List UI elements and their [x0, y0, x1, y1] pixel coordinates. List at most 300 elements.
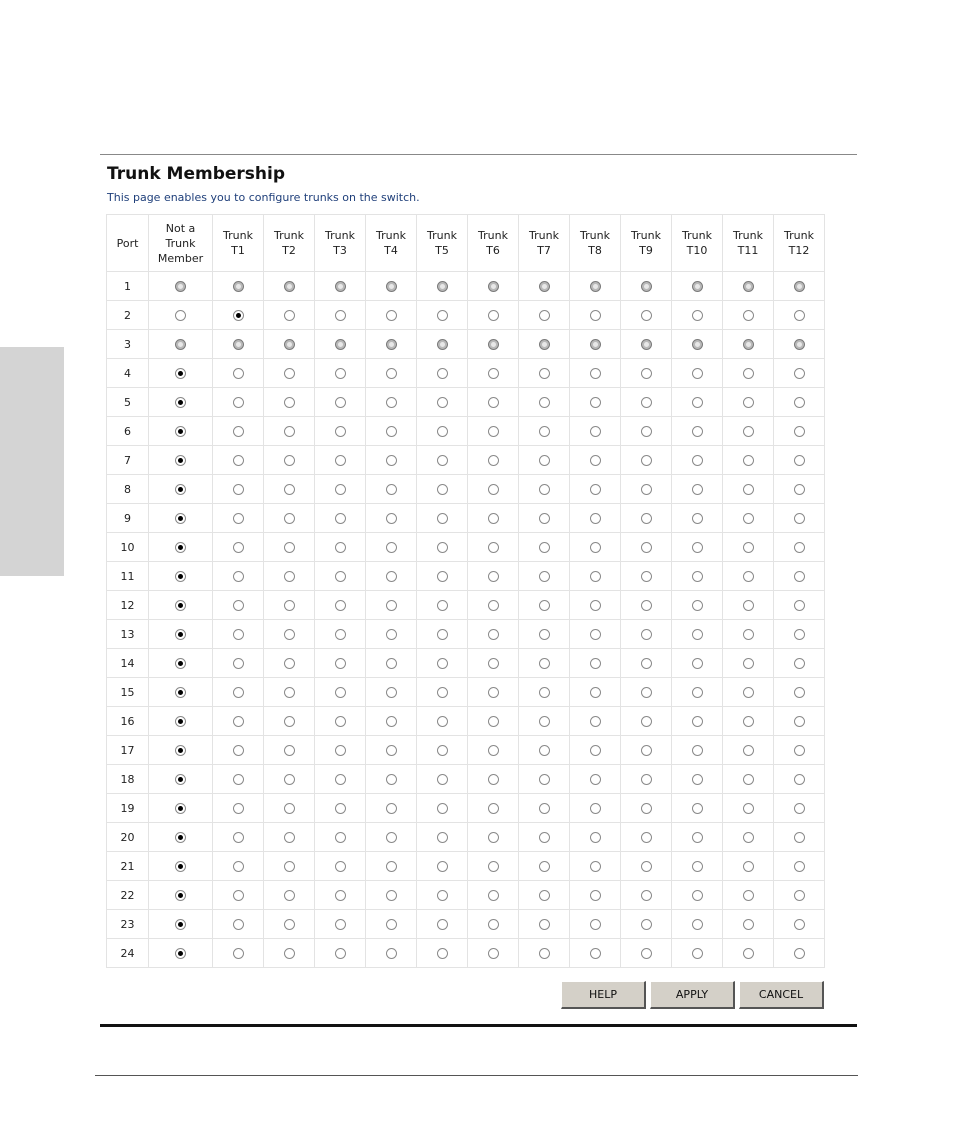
- trunk-t9-radio[interactable]: [641, 455, 652, 466]
- port-number: 15: [107, 678, 149, 707]
- trunk-t11-radio[interactable]: [743, 774, 754, 785]
- trunk-t4-radio[interactable]: [386, 571, 397, 582]
- trunk-t10-radio[interactable]: [692, 803, 703, 814]
- trunk-t11-radio[interactable]: [743, 571, 754, 582]
- trunk-t2-radio[interactable]: [284, 426, 295, 437]
- trunk-t6-radio[interactable]: [488, 687, 499, 698]
- trunk-t4-radio[interactable]: [386, 948, 397, 959]
- trunk-t8-radio[interactable]: [590, 774, 601, 785]
- trunk-t10-radio[interactable]: [692, 397, 703, 408]
- trunk-t3-radio[interactable]: [335, 861, 346, 872]
- trunk-t7-radio[interactable]: [539, 600, 550, 611]
- trunk-t3-radio[interactable]: [335, 600, 346, 611]
- trunk-t4-radio[interactable]: [386, 658, 397, 669]
- trunk-t2-radio[interactable]: [284, 455, 295, 466]
- trunk-t11-radio[interactable]: [743, 455, 754, 466]
- trunk-t6-radio[interactable]: [488, 600, 499, 611]
- trunk-t10-radio[interactable]: [692, 919, 703, 930]
- not-member-radio[interactable]: [175, 484, 186, 495]
- trunk-t3-radio[interactable]: [335, 571, 346, 582]
- trunk-t5-radio[interactable]: [437, 745, 448, 756]
- radio-cell: [417, 388, 468, 417]
- trunk-t4-radio[interactable]: [386, 745, 397, 756]
- trunk-t3-radio[interactable]: [335, 658, 346, 669]
- radio-cell: [315, 475, 366, 504]
- trunk-t1-radio[interactable]: [233, 629, 244, 640]
- trunk-t11-radio[interactable]: [743, 310, 754, 321]
- trunk-t1-radio[interactable]: [233, 600, 244, 611]
- trunk-t6-radio[interactable]: [488, 803, 499, 814]
- trunk-t10-radio[interactable]: [692, 948, 703, 959]
- trunk-t1-radio[interactable]: [233, 426, 244, 437]
- not-member-radio[interactable]: [175, 948, 186, 959]
- trunk-t7-radio[interactable]: [539, 948, 550, 959]
- trunk-t9-radio[interactable]: [641, 484, 652, 495]
- trunk-t12-radio[interactable]: [794, 600, 805, 611]
- trunk-t5-radio[interactable]: [437, 774, 448, 785]
- trunk-t12-radio[interactable]: [794, 890, 805, 901]
- trunk-t1-radio[interactable]: [233, 571, 244, 582]
- trunk-t6-radio[interactable]: [488, 745, 499, 756]
- trunk-t1-radio[interactable]: [233, 310, 244, 321]
- trunk-t3-radio[interactable]: [335, 513, 346, 524]
- not-member-radio[interactable]: [175, 745, 186, 756]
- trunk-t9-radio[interactable]: [641, 919, 652, 930]
- trunk-t12-radio[interactable]: [794, 542, 805, 553]
- trunk-t6-radio[interactable]: [488, 629, 499, 640]
- trunk-t7-radio[interactable]: [539, 774, 550, 785]
- trunk-t4-radio[interactable]: [386, 890, 397, 901]
- trunk-t7-radio[interactable]: [539, 571, 550, 582]
- trunk-t11-radio[interactable]: [743, 397, 754, 408]
- trunk-t10-radio[interactable]: [692, 774, 703, 785]
- trunk-t5-radio[interactable]: [437, 629, 448, 640]
- trunk-t4-radio[interactable]: [386, 687, 397, 698]
- not-member-radio[interactable]: [175, 629, 186, 640]
- trunk-t1-radio[interactable]: [233, 368, 244, 379]
- trunk-t9-radio[interactable]: [641, 542, 652, 553]
- trunk-t3-radio[interactable]: [335, 919, 346, 930]
- trunk-t9-radio[interactable]: [641, 861, 652, 872]
- radio-cell: [264, 939, 315, 968]
- trunk-t5-column-header: [417, 215, 468, 272]
- trunk-t11-radio[interactable]: [743, 687, 754, 698]
- trunk-t12-radio[interactable]: [794, 745, 805, 756]
- trunk-t6-radio[interactable]: [488, 310, 499, 321]
- trunk-t3-radio[interactable]: [335, 774, 346, 785]
- trunk-t10-radio[interactable]: [692, 832, 703, 843]
- trunk-t10-radio[interactable]: [692, 571, 703, 582]
- trunk-t5-radio[interactable]: [437, 571, 448, 582]
- trunk-t6-radio[interactable]: [488, 774, 499, 785]
- trunk-t8-radio[interactable]: [590, 658, 601, 669]
- trunk-t2-radio[interactable]: [284, 745, 295, 756]
- trunk-t4-radio[interactable]: [386, 426, 397, 437]
- trunk-t8-radio[interactable]: [590, 397, 601, 408]
- not-member-radio[interactable]: [175, 397, 186, 408]
- trunk-t9-radio[interactable]: [641, 803, 652, 814]
- trunk-t3-radio[interactable]: [335, 832, 346, 843]
- trunk-t11-radio[interactable]: [743, 542, 754, 553]
- trunk-t6-radio[interactable]: [488, 919, 499, 930]
- trunk-t1-radio[interactable]: [233, 484, 244, 495]
- trunk-t12-radio[interactable]: [794, 426, 805, 437]
- trunk-t5-radio[interactable]: [437, 803, 448, 814]
- trunk-t12-radio[interactable]: [794, 861, 805, 872]
- trunk-t7-radio[interactable]: [539, 832, 550, 843]
- trunk-t4-radio[interactable]: [386, 600, 397, 611]
- not-member-radio[interactable]: [175, 658, 186, 669]
- trunk-t12-radio[interactable]: [794, 513, 805, 524]
- trunk-t1-radio[interactable]: [233, 803, 244, 814]
- trunk-t2-radio[interactable]: [284, 716, 295, 727]
- trunk-t3-radio[interactable]: [335, 484, 346, 495]
- trunk-t8-radio[interactable]: [590, 513, 601, 524]
- trunk-t11-radio[interactable]: [743, 832, 754, 843]
- trunk-t11-radio[interactable]: [743, 513, 754, 524]
- trunk-t3-radio[interactable]: [335, 426, 346, 437]
- trunk-t7-radio[interactable]: [539, 455, 550, 466]
- trunk-t9-radio[interactable]: [641, 571, 652, 582]
- trunk-t4-radio[interactable]: [386, 455, 397, 466]
- not-member-radio[interactable]: [175, 571, 186, 582]
- trunk-t4-radio[interactable]: [386, 513, 397, 524]
- trunk-t8-radio[interactable]: [590, 745, 601, 756]
- trunk-t3-radio[interactable]: [335, 948, 346, 959]
- trunk-t1-radio[interactable]: [233, 774, 244, 785]
- trunk-t4-radio[interactable]: [386, 803, 397, 814]
- trunk-t4-radio[interactable]: [386, 919, 397, 930]
- trunk-t2-radio[interactable]: [284, 368, 295, 379]
- not-member-radio[interactable]: [175, 687, 186, 698]
- trunk-t9-radio[interactable]: [641, 600, 652, 611]
- trunk-t2-radio[interactable]: [284, 890, 295, 901]
- trunk-t1-radio[interactable]: [233, 890, 244, 901]
- trunk-t7-radio[interactable]: [539, 919, 550, 930]
- trunk-t9-radio[interactable]: [641, 629, 652, 640]
- trunk-t1-radio[interactable]: [233, 658, 244, 669]
- trunk-t10-radio[interactable]: [692, 310, 703, 321]
- trunk-t11-radio[interactable]: [743, 629, 754, 640]
- trunk-t12-radio[interactable]: [794, 919, 805, 930]
- trunk-t2-radio[interactable]: [284, 629, 295, 640]
- trunk-t6-radio[interactable]: [488, 948, 499, 959]
- trunk-t11-radio[interactable]: [743, 658, 754, 669]
- trunk-t4-radio[interactable]: [386, 310, 397, 321]
- trunk-t3-radio[interactable]: [335, 542, 346, 553]
- trunk-t6-radio[interactable]: [488, 716, 499, 727]
- trunk-t9-radio[interactable]: [641, 687, 652, 698]
- trunk-t3-radio[interactable]: [335, 745, 346, 756]
- trunk-t5-radio[interactable]: [437, 919, 448, 930]
- trunk-t6-radio[interactable]: [488, 513, 499, 524]
- trunk-t3-radio[interactable]: [335, 397, 346, 408]
- trunk-t7-radio[interactable]: [539, 687, 550, 698]
- trunk-t9-radio[interactable]: [641, 745, 652, 756]
- trunk-t11-radio[interactable]: [743, 600, 754, 611]
- trunk-t5-radio[interactable]: [437, 658, 448, 669]
- trunk-t8-radio[interactable]: [590, 919, 601, 930]
- not-member-radio[interactable]: [175, 542, 186, 553]
- trunk-t11-radio[interactable]: [743, 426, 754, 437]
- trunk-t9-radio[interactable]: [641, 513, 652, 524]
- trunk-t3-radio[interactable]: [335, 890, 346, 901]
- trunk-t4-radio[interactable]: [386, 629, 397, 640]
- trunk-t10-radio[interactable]: [692, 513, 703, 524]
- trunk-t1-radio[interactable]: [233, 687, 244, 698]
- trunk-t11-radio[interactable]: [743, 948, 754, 959]
- trunk-t1-radio[interactable]: [233, 948, 244, 959]
- trunk-t3-radio[interactable]: [335, 310, 346, 321]
- trunk-t5-radio[interactable]: [437, 600, 448, 611]
- trunk-t12-radio[interactable]: [794, 716, 805, 727]
- trunk-t5-radio[interactable]: [437, 890, 448, 901]
- trunk-t7-radio[interactable]: [539, 310, 550, 321]
- trunk-t6-radio[interactable]: [488, 571, 499, 582]
- trunk-t8-radio[interactable]: [590, 455, 601, 466]
- trunk-t10-radio[interactable]: [692, 455, 703, 466]
- trunk-t5-radio[interactable]: [437, 484, 448, 495]
- radio-cell: [366, 446, 417, 475]
- trunk-t4-radio[interactable]: [386, 832, 397, 843]
- trunk-t12-radio[interactable]: [794, 397, 805, 408]
- trunk-t9-radio[interactable]: [641, 890, 652, 901]
- trunk-t11-radio[interactable]: [743, 861, 754, 872]
- trunk-t8-radio[interactable]: [590, 861, 601, 872]
- trunk-t2-radio[interactable]: [284, 513, 295, 524]
- not-member-radio[interactable]: [175, 919, 186, 930]
- trunk-t9-radio[interactable]: [641, 948, 652, 959]
- trunk-t7-radio[interactable]: [539, 542, 550, 553]
- trunk-t12-radio[interactable]: [794, 803, 805, 814]
- not-member-radio[interactable]: [175, 368, 186, 379]
- trunk-t5-radio[interactable]: [437, 397, 448, 408]
- trunk-t1-radio[interactable]: [233, 832, 244, 843]
- trunk-t7-radio[interactable]: [539, 803, 550, 814]
- trunk-t8-radio[interactable]: [590, 832, 601, 843]
- trunk-t4-radio[interactable]: [386, 861, 397, 872]
- trunk-t11-radio[interactable]: [743, 803, 754, 814]
- trunk-t10-radio[interactable]: [692, 861, 703, 872]
- help-button[interactable]: HELP: [561, 981, 646, 1009]
- trunk-t2-radio[interactable]: [284, 687, 295, 698]
- trunk-t5-radio[interactable]: [437, 513, 448, 524]
- trunk-t8-radio[interactable]: [590, 600, 601, 611]
- trunk-t2-radio[interactable]: [284, 484, 295, 495]
- trunk-t6-radio[interactable]: [488, 658, 499, 669]
- trunk-t8-radio[interactable]: [590, 629, 601, 640]
- trunk-t8-radio[interactable]: [590, 368, 601, 379]
- trunk-t8-radio[interactable]: [590, 310, 601, 321]
- trunk-t2-radio[interactable]: [284, 397, 295, 408]
- trunk-t10-radio[interactable]: [692, 687, 703, 698]
- trunk-t5-radio[interactable]: [437, 832, 448, 843]
- trunk-t8-radio[interactable]: [590, 687, 601, 698]
- trunk-t4-radio[interactable]: [386, 484, 397, 495]
- trunk-t9-radio[interactable]: [641, 774, 652, 785]
- trunk-t9-radio[interactable]: [641, 716, 652, 727]
- trunk-t8-radio[interactable]: [590, 803, 601, 814]
- trunk-t11-radio[interactable]: [743, 368, 754, 379]
- trunk-t2-radio[interactable]: [284, 774, 295, 785]
- trunk-t12-radio[interactable]: [794, 629, 805, 640]
- trunk-t6-radio[interactable]: [488, 368, 499, 379]
- trunk-t6-radio[interactable]: [488, 455, 499, 466]
- trunk-t9-radio[interactable]: [641, 832, 652, 843]
- trunk-t1-radio[interactable]: [233, 542, 244, 553]
- not-member-radio[interactable]: [175, 716, 186, 727]
- trunk-t2-radio[interactable]: [284, 571, 295, 582]
- trunk-t2-radio[interactable]: [284, 542, 295, 553]
- trunk-t7-radio[interactable]: [539, 629, 550, 640]
- trunk-t5-radio[interactable]: [437, 716, 448, 727]
- not-member-radio[interactable]: [175, 455, 186, 466]
- trunk-t3-radio[interactable]: [335, 687, 346, 698]
- trunk-t10-radio[interactable]: [692, 542, 703, 553]
- trunk-t3-radio[interactable]: [335, 803, 346, 814]
- trunk-t11-radio[interactable]: [743, 745, 754, 756]
- trunk-t3-radio[interactable]: [335, 629, 346, 640]
- trunk-t1-radio[interactable]: [233, 716, 244, 727]
- trunk-t11-radio[interactable]: [743, 919, 754, 930]
- trunk-t3-radio[interactable]: [335, 716, 346, 727]
- table-row: [107, 620, 825, 649]
- trunk-t1-radio[interactable]: [233, 455, 244, 466]
- trunk-t11-radio[interactable]: [743, 716, 754, 727]
- trunk-t2-radio[interactable]: [284, 658, 295, 669]
- trunk-t1-radio[interactable]: [233, 919, 244, 930]
- trunk-t5-radio[interactable]: [437, 861, 448, 872]
- trunk-t7-radio[interactable]: [539, 426, 550, 437]
- trunk-t6-radio[interactable]: [488, 484, 499, 495]
- port-number: 1: [107, 272, 149, 301]
- trunk-t12-radio[interactable]: [794, 455, 805, 466]
- trunk-t9-radio[interactable]: [641, 397, 652, 408]
- not-member-radio[interactable]: [175, 513, 186, 524]
- trunk-t8-radio[interactable]: [590, 571, 601, 582]
- not-member-radio[interactable]: [175, 600, 186, 611]
- trunk-t12-radio[interactable]: [794, 310, 805, 321]
- trunk-t2-radio[interactable]: [284, 310, 295, 321]
- trunk-t9-radio[interactable]: [641, 368, 652, 379]
- not-member-radio[interactable]: [175, 426, 186, 437]
- not-member-radio[interactable]: [175, 832, 186, 843]
- trunk-t2-radio[interactable]: [284, 861, 295, 872]
- trunk-t6-radio[interactable]: [488, 890, 499, 901]
- table-row: [107, 417, 825, 446]
- trunk-t9-radio[interactable]: [641, 310, 652, 321]
- trunk-t2-radio[interactable]: [284, 803, 295, 814]
- trunk-t5-radio[interactable]: [437, 687, 448, 698]
- radio-cell: [723, 533, 774, 562]
- cancel-button[interactable]: CANCEL: [739, 981, 824, 1009]
- trunk-t1-radio[interactable]: [233, 745, 244, 756]
- trunk-t7-radio[interactable]: [539, 890, 550, 901]
- trunk-t4-radio[interactable]: [386, 397, 397, 408]
- trunk-t12-radio[interactable]: [794, 774, 805, 785]
- not-member-radio[interactable]: [175, 803, 186, 814]
- not-member-radio[interactable]: [175, 890, 186, 901]
- trunk-t8-radio[interactable]: [590, 716, 601, 727]
- trunk-t4-radio[interactable]: [386, 716, 397, 727]
- trunk-t8-radio[interactable]: [590, 426, 601, 437]
- trunk-t7-radio[interactable]: [539, 658, 550, 669]
- trunk-t1-radio[interactable]: [233, 861, 244, 872]
- trunk-t6-radio[interactable]: [488, 832, 499, 843]
- trunk-t2-radio[interactable]: [284, 832, 295, 843]
- trunk-t3-radio[interactable]: [335, 455, 346, 466]
- not-member-radio[interactable]: [175, 861, 186, 872]
- trunk-t10-radio[interactable]: [692, 658, 703, 669]
- trunk-t10-radio[interactable]: [692, 629, 703, 640]
- trunk-t5-radio[interactable]: [437, 948, 448, 959]
- trunk-t4-radio[interactable]: [386, 542, 397, 553]
- trunk-t10-radio[interactable]: [692, 890, 703, 901]
- trunk-t10-radio[interactable]: [692, 484, 703, 495]
- trunk-t7-radio[interactable]: [539, 716, 550, 727]
- not-member-radio[interactable]: [175, 774, 186, 785]
- trunk-t1-radio[interactable]: [233, 397, 244, 408]
- trunk-t10-radio[interactable]: [692, 716, 703, 727]
- trunk-t9-radio[interactable]: [641, 658, 652, 669]
- trunk-t6-radio[interactable]: [488, 426, 499, 437]
- trunk-t12-radio[interactable]: [794, 368, 805, 379]
- trunk-t7-radio[interactable]: [539, 513, 550, 524]
- trunk-t5-radio[interactable]: [437, 455, 448, 466]
- trunk-t8-radio[interactable]: [590, 948, 601, 959]
- trunk-t3-radio[interactable]: [335, 368, 346, 379]
- trunk-t9-radio[interactable]: [641, 426, 652, 437]
- trunk-t7-radio[interactable]: [539, 368, 550, 379]
- trunk-t1-radio[interactable]: [233, 513, 244, 524]
- trunk-t7-radio[interactable]: [539, 745, 550, 756]
- trunk-t6-radio[interactable]: [488, 861, 499, 872]
- trunk-t5-radio[interactable]: [437, 368, 448, 379]
- trunk-t12-radio[interactable]: [794, 658, 805, 669]
- trunk-t11-radio[interactable]: [743, 484, 754, 495]
- trunk-t5-radio[interactable]: [437, 542, 448, 553]
- trunk-t6-radio[interactable]: [488, 397, 499, 408]
- apply-button[interactable]: APPLY: [650, 981, 735, 1009]
- trunk-t10-radio[interactable]: [692, 745, 703, 756]
- trunk-t2-radio[interactable]: [284, 948, 295, 959]
- trunk-t8-radio[interactable]: [590, 484, 601, 495]
- trunk-t7-radio[interactable]: [539, 484, 550, 495]
- trunk-t7-radio[interactable]: [539, 397, 550, 408]
- trunk-t8-radio[interactable]: [590, 542, 601, 553]
- trunk-t11-radio[interactable]: [743, 890, 754, 901]
- trunk-t5-radio[interactable]: [437, 426, 448, 437]
- trunk-t10-radio[interactable]: [692, 426, 703, 437]
- header-line: T8: [588, 244, 602, 257]
- trunk-t10-radio[interactable]: [692, 368, 703, 379]
- trunk-t5-radio[interactable]: [437, 310, 448, 321]
- trunk-t12-radio[interactable]: [794, 948, 805, 959]
- trunk-t7-radio[interactable]: [539, 861, 550, 872]
- trunk-t2-radio[interactable]: [284, 919, 295, 930]
- trunk-t10-radio[interactable]: [692, 600, 703, 611]
- trunk-t8-radio[interactable]: [590, 890, 601, 901]
- trunk-t12-radio[interactable]: [794, 687, 805, 698]
- trunk-t4-radio[interactable]: [386, 368, 397, 379]
- trunk-t4-radio[interactable]: [386, 774, 397, 785]
- trunk-t6-radio[interactable]: [488, 542, 499, 553]
- trunk-t12-radio[interactable]: [794, 832, 805, 843]
- trunk-t12-radio[interactable]: [794, 571, 805, 582]
- trunk-t2-radio[interactable]: [284, 600, 295, 611]
- not-member-radio[interactable]: [175, 310, 186, 321]
- trunk-t12-radio[interactable]: [794, 484, 805, 495]
